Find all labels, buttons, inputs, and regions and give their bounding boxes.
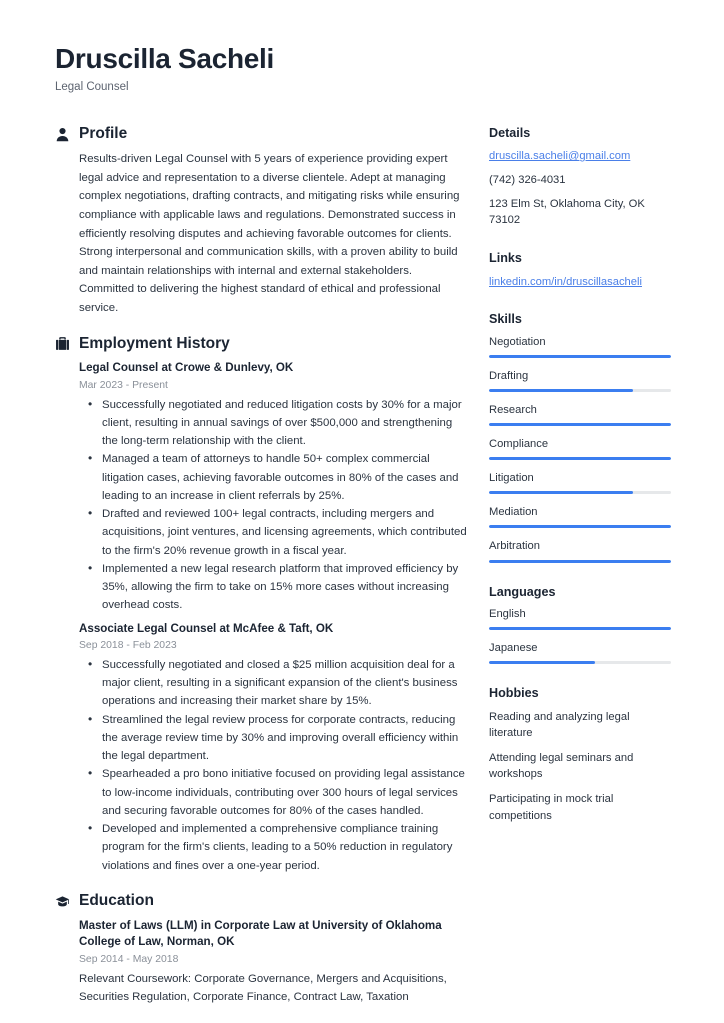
skill-bar-fill	[489, 355, 671, 358]
job-bullet: • Managed a team of attorneys to handle 50+ complex commercial litigation cases, achieving favorable outcomes in 80% of the cases and leading to an increase in client referrals by 25%.	[100, 450, 467, 505]
linkedin-link[interactable]: linkedin.com/in/druscillasacheli	[489, 275, 642, 288]
sidebar-hobbies	[489, 685, 671, 824]
sidebar-title-hobbies: Hobbies	[489, 686, 539, 701]
skill-item	[489, 403, 671, 426]
postal-address: 123 Elm St, Oklahoma City, OK 73102	[489, 197, 645, 227]
skill-label: Mediation	[489, 506, 538, 519]
briefcase-icon	[55, 336, 70, 351]
degree-date: Sep 2014 - May 2018	[79, 954, 179, 966]
skill-bar-fill	[489, 457, 671, 460]
employment-entry	[79, 621, 467, 875]
skill-label: Research	[489, 404, 537, 417]
skill-item	[489, 505, 671, 528]
sidebar-title-languages: Languages	[489, 584, 556, 599]
job-date: Sep 2018 - Feb 2023	[79, 640, 177, 652]
sidebar-skills	[489, 311, 671, 562]
section-title-profile: Profile	[79, 124, 128, 142]
skill-bar-fill	[489, 491, 633, 494]
job-bullets	[79, 656, 467, 875]
job-title: Legal Counsel at Crowe & Dunlevy, OK	[79, 361, 294, 375]
phone-number: (742) 326-4031	[489, 173, 566, 186]
sidebar-title-skills: Skills	[489, 312, 522, 327]
candidate-job-title: Legal Counsel	[55, 80, 129, 93]
skill-item	[489, 335, 671, 358]
resume-body	[55, 125, 669, 1023]
language-item	[489, 607, 671, 630]
job-title: Associate Legal Counsel at McAfee & Taft, OK	[79, 621, 334, 635]
sidebar-details	[489, 125, 671, 230]
language-label: Japanese	[489, 642, 538, 655]
candidate-name: Druscilla Sacheli	[55, 43, 275, 74]
language-bar-fill	[489, 627, 671, 630]
skill-label: Compliance	[489, 438, 549, 451]
skill-item	[489, 471, 671, 494]
job-bullets	[79, 396, 467, 615]
graduation-cap-icon	[55, 894, 70, 909]
skill-bar-track	[489, 457, 671, 460]
job-bullet: • Implemented a new legal research platform that improved efficiency by 35%, allowing the firm to take on 15% more cases without increasing overhead costs.	[100, 560, 467, 615]
job-bullet: • Spearheaded a pro bono initiative focused on providing legal assistance to low-income individuals, contributing over 300 hours of legal services and securing favorable outcomes for 80% of the cases handled.	[100, 765, 467, 820]
sidebar-title-links: Links	[489, 251, 522, 266]
skill-bar-track	[489, 525, 671, 528]
skill-bar-track	[489, 560, 671, 563]
skill-bar-fill	[489, 525, 671, 528]
skill-bar-track	[489, 355, 671, 358]
sidebar-links	[489, 250, 671, 290]
email-link[interactable]: druscilla.sacheli@gmail.com	[489, 150, 631, 163]
sidebar-languages	[489, 584, 671, 665]
skill-label: Litigation	[489, 472, 534, 485]
employment-entry	[79, 360, 467, 614]
skill-label: Drafting	[489, 369, 529, 382]
job-bullet: • Developed and implemented a comprehensive compliance training program for the firm's clients, leading to a 50% reduction in regulatory violations and fines over a one-year period.	[100, 820, 467, 875]
language-item	[489, 641, 671, 664]
section-profile	[55, 125, 467, 318]
skill-item	[489, 369, 671, 392]
employment-heading	[55, 335, 467, 354]
main-column	[55, 125, 467, 1023]
education-entry	[79, 918, 467, 1007]
degree-description: Relevant Coursework: Corporate Governance, Mergers and Acquisitions, Securities Regulation, Corporate Finance, Contract Law, Taxation	[79, 972, 447, 1003]
profile-heading	[55, 125, 467, 144]
job-bullet: • Streamlined the legal review process for corporate contracts, reducing the average review time by 30% and improving overall efficiency within the legal department.	[100, 711, 467, 766]
language-bar-fill	[489, 661, 595, 664]
skill-label: Negotiation	[489, 335, 546, 348]
sidebar-title-details: Details	[489, 125, 531, 140]
section-employment-history	[55, 335, 467, 875]
section-education	[55, 892, 467, 1006]
hobby-item: Attending legal seminars and workshops	[489, 751, 634, 781]
skill-bar-track	[489, 423, 671, 426]
profile-body	[55, 150, 467, 317]
section-title-education: Education	[79, 891, 154, 909]
skill-bar-fill	[489, 389, 633, 392]
profile-text: Results-driven Legal Counsel with 5 years of experience providing expert legal advice and representation to a diverse clientele. Adept at managing complex negotiations, drafting contracts, and mitigating risks while ensuring compliance with applicable laws and regulations. Demonstrated success in efficiently resolving disputes and achieving favorable outcomes for clients. Strong interpersonal and communication skills, with a proven ability to build and maintain relationships with internal and external stakeholders. Committed to delivering the highest standard of ethical and professional service.	[79, 153, 460, 314]
education-heading	[55, 892, 467, 911]
sidebar-column	[489, 125, 671, 845]
hobby-item: Reading and analyzing legal literature	[489, 710, 630, 739]
job-date: Mar 2023 - Present	[79, 379, 168, 391]
skill-item	[489, 437, 671, 460]
hobby-item: Participating in mock trial competitions	[489, 793, 614, 822]
job-bullet: • Successfully negotiated and reduced litigation costs by 30% for a major client, resulting in annual savings of over $500,000 and strengthening the long-term relationship with the client.	[100, 396, 467, 451]
skill-bar-track	[489, 491, 671, 494]
skill-bar-track	[489, 389, 671, 392]
skill-item	[489, 539, 671, 562]
language-bar-track	[489, 661, 671, 664]
skill-bar-fill	[489, 560, 671, 563]
education-body	[55, 918, 467, 1007]
resume-header	[55, 44, 669, 95]
language-label: English	[489, 607, 526, 620]
job-bullet: • Drafted and reviewed 100+ legal contracts, including mergers and acquisitions, joint ventures, and licensing agreements, which contributed to the firm's 20% revenue growth in a fiscal year.	[100, 505, 467, 560]
skill-bar-fill	[489, 423, 671, 426]
skill-label: Arbitration	[489, 540, 540, 553]
degree-title: Master of Laws (LLM) in Corporate Law at University of Oklahoma College of Law, Norman, OK	[79, 918, 442, 949]
section-title-employment: Employment History	[79, 334, 230, 352]
job-bullet: • Successfully negotiated and closed a $25 million acquisition deal for a major client, resulting in a significant expansion of the client's business operations and increasing their market share by 15%.	[100, 656, 467, 711]
user-icon	[55, 127, 70, 142]
employment-body	[55, 360, 467, 875]
language-bar-track	[489, 627, 671, 630]
